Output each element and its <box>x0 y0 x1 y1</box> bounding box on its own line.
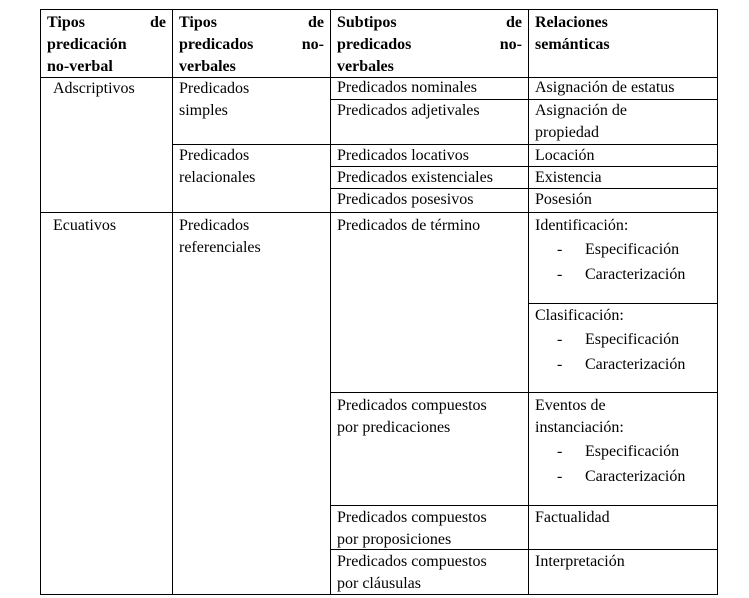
subtype-posesivos: Predicados posesivos <box>337 191 474 208</box>
relation-eventos: Eventos de instanciación: - Especificación - Caracterización <box>529 395 717 489</box>
subtype-clausulas: Predicados compuestos por cláusulas <box>337 553 487 592</box>
list-item: - Especificación <box>557 331 680 348</box>
relation-identificacion: Identificación: - Especificación - Caracterización <box>529 215 717 287</box>
list-item: - Especificación <box>557 443 680 460</box>
row-divider <box>330 505 718 506</box>
table-border-right <box>717 9 718 595</box>
group-divider <box>40 212 718 213</box>
relation-propiedad: Asignación de propiedad <box>535 102 627 141</box>
relation-locacion: Locación <box>535 147 595 164</box>
subtype-adjetivales: Predicados adjetivales <box>337 102 480 119</box>
relation-existencia: Existencia <box>535 169 602 186</box>
type-ecuativos: Ecuativos <box>53 217 117 234</box>
list-item: - Caracterización <box>557 468 686 485</box>
predicate-type-referenciales: Predicados referenciales <box>179 217 261 256</box>
row-divider <box>528 303 718 304</box>
list-item: - Caracterización <box>557 356 686 373</box>
subtype-proposiciones: Predicados compuestos por proposiciones <box>337 509 487 548</box>
subtype-existenciales: Predicados existenciales <box>337 169 493 186</box>
relation-factualidad: Factualidad <box>535 509 610 526</box>
subtype-locativos: Predicados locativos <box>337 147 469 164</box>
subtype-termino: Predicados de término <box>337 217 481 234</box>
relation-clasificacion: Clasificación: - Especificación - Caracterización <box>529 305 717 377</box>
header-tipos-predicados: Tipos de predicados no- verbales <box>179 14 324 75</box>
header-subtipos: Subtipos de predicados no- verbales <box>337 14 522 75</box>
predicate-type-relacionales: Predicados relacionales <box>179 147 256 186</box>
header-tipos-predicacion: Tipos de predicación no-verbal <box>47 14 166 75</box>
list-item: - Especificación <box>557 241 680 258</box>
row-divider <box>330 392 718 393</box>
relation-interpretacion: Interpretación <box>535 553 625 570</box>
table-border-left <box>40 9 41 595</box>
predicate-type-simples: Predicados simples <box>179 80 250 119</box>
header-relaciones: Relaciones semánticas <box>535 14 610 53</box>
relation-estatus: Asignación de estatus <box>535 79 675 96</box>
relation-posesion: Posesión <box>535 191 592 208</box>
subtype-nominales: Predicados nominales <box>337 79 477 96</box>
list-item: - Caracterización <box>557 266 686 283</box>
subtype-predicaciones: Predicados compuestos por predicaciones <box>337 397 487 436</box>
type-adscriptivos: Adscriptivos <box>53 80 135 97</box>
